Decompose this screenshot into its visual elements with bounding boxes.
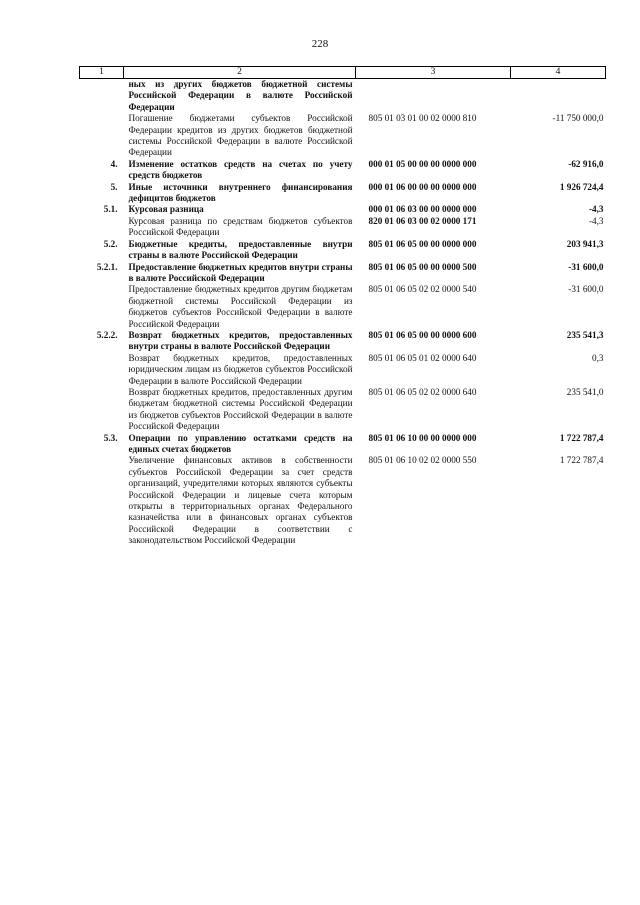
table-body — [80, 79, 606, 547]
table-row — [80, 433, 606, 456]
row-amount: -31 600,0 — [568, 261, 604, 272]
budget-code: 805 01 06 05 00 00 0000 000 — [368, 238, 477, 249]
row-name: Предоставление бюджетных кредитов другим бюджетам бюджетной системы Российской Федерации из бюджетов субъектов Российской Федерации в валюте Российской Федерации — [128, 284, 353, 329]
row-number — [80, 113, 124, 159]
table-row — [80, 182, 606, 205]
page-number: 228 — [311, 38, 329, 50]
table-row — [80, 159, 606, 182]
table-row — [80, 79, 606, 114]
row-number: 5.3. — [103, 432, 118, 443]
row-amount: -4,3 — [588, 204, 604, 215]
row-number — [80, 353, 124, 387]
row-amount: 235 541,3 — [566, 329, 604, 340]
row-name: Бюджетные кредиты, предоставленные внутри страны в валюте Российской Федерации — [128, 238, 353, 261]
row-amount: 1 722 787,4 — [559, 455, 604, 466]
row-name: Возврат бюджетных кредитов, предоставленных юридическим лицам из бюджетов субъектов Российской Федерации в валюте Российской Федерации — [128, 352, 353, 386]
row-amount: -11 750 000,0 — [552, 113, 604, 124]
row-number — [80, 387, 124, 433]
row-number: 4. — [110, 158, 118, 169]
table-row — [80, 204, 606, 215]
table-row — [80, 455, 606, 546]
table-row — [80, 284, 606, 330]
row-number: 5.1. — [103, 204, 118, 215]
column-header-3: 3 — [356, 67, 511, 79]
row-name: Погашение бюджетами субъектов Российской Федерации кредитов из других бюджетов бюджетной системы Российской Федерации в валюте Российской Федерации — [128, 113, 353, 158]
budget-code: 805 01 06 05 00 00 0000 600 — [368, 329, 477, 340]
budget-code — [356, 79, 511, 114]
row-amount: 235 541,0 — [566, 386, 604, 397]
budget-code: 000 01 06 00 00 00 0000 000 — [368, 181, 477, 192]
row-number: 5.2.2. — [96, 329, 118, 340]
budget-code: 805 01 06 05 02 02 0000 640 — [368, 386, 477, 397]
row-number — [80, 216, 124, 239]
row-amount: 1 722 787,4 — [559, 432, 604, 443]
column-header-2: 2 — [124, 67, 356, 79]
table-row — [80, 387, 606, 433]
row-name: Операции по управлению остатками средств на единых счетах бюджетов — [128, 432, 353, 454]
row-amount: -4,3 — [588, 215, 604, 226]
row-number: 5.2. — [103, 238, 118, 249]
budget-code: 000 01 05 00 00 00 0000 000 — [368, 158, 477, 169]
budget-code: 805 01 06 05 02 02 0000 540 — [368, 284, 477, 295]
row-amount: 0,3 — [592, 352, 604, 363]
row-amount: -62 916,0 — [568, 158, 604, 169]
row-number — [80, 284, 124, 330]
row-name: Предоставление бюджетных кредитов внутри страны в валюте Российской Федерации — [128, 261, 353, 283]
table-row — [80, 239, 606, 262]
budget-code: 805 01 06 05 01 02 0000 640 — [368, 352, 477, 363]
table-row — [80, 262, 606, 285]
row-number: 5. — [110, 181, 118, 192]
budget-code: 805 01 06 05 00 00 0000 500 — [368, 261, 477, 272]
row-name: ных из других бюджетов бюджетной системы Российской Федерации в валюте Российской Федерации — [128, 79, 353, 112]
row-amount: 203 941,3 — [566, 238, 604, 249]
row-name: Курсовая разница — [128, 204, 204, 215]
row-amount: 1 926 724,4 — [559, 181, 604, 192]
row-amount — [511, 79, 606, 114]
row-name: Изменение остатков средств на счетах по учету средств бюджетов — [128, 158, 353, 181]
budget-code: 805 01 03 01 00 02 0000 810 — [368, 113, 477, 124]
row-number — [80, 455, 124, 546]
row-number: 5.2.1. — [96, 261, 118, 272]
budget-code: 805 01 06 10 02 02 0000 550 — [368, 455, 477, 466]
budget-code: 805 01 06 10 00 00 0000 000 — [368, 432, 477, 443]
row-name: Курсовая разница по средствам бюджетов субъектов Российской Федерации — [128, 215, 353, 238]
row-number — [80, 79, 124, 114]
budget-code: 820 01 06 03 00 02 0000 171 — [368, 215, 477, 226]
row-name: Возврат бюджетных кредитов, предоставленных внутри страны в валюте Российской Федерации — [128, 329, 353, 352]
row-name: Возврат бюджетных кредитов, предоставленных другим бюджетам бюджетной системы Российской Федерации из бюджетов субъектов Российской Федерации в валюте Российской Федерации — [128, 386, 353, 432]
budget-code: 000 01 06 03 00 00 0000 000 — [368, 204, 477, 215]
table-header-row — [80, 67, 606, 79]
budget-sources-table — [79, 66, 606, 547]
row-amount: -31 600,0 — [568, 284, 604, 295]
column-header-1: 1 — [80, 67, 124, 79]
table-row — [80, 330, 606, 353]
table-row — [80, 216, 606, 239]
column-header-4: 4 — [511, 67, 606, 79]
table-row — [80, 113, 606, 159]
row-name: Иные источники внутреннего финансирования дефицитов бюджетов — [128, 181, 353, 204]
row-name: Увеличение финансовых активов в собственности субъектов Российской Федерации за счет средств организаций, учредителями которых являются субъекты Российской Федерации и лицевые счета которым открыты в территориальных органах Федерального казначейства или в финансовых органах субъектов Российской Федерации в соответствии с законодательством Российской Федерации — [128, 455, 353, 546]
table-row — [80, 353, 606, 387]
